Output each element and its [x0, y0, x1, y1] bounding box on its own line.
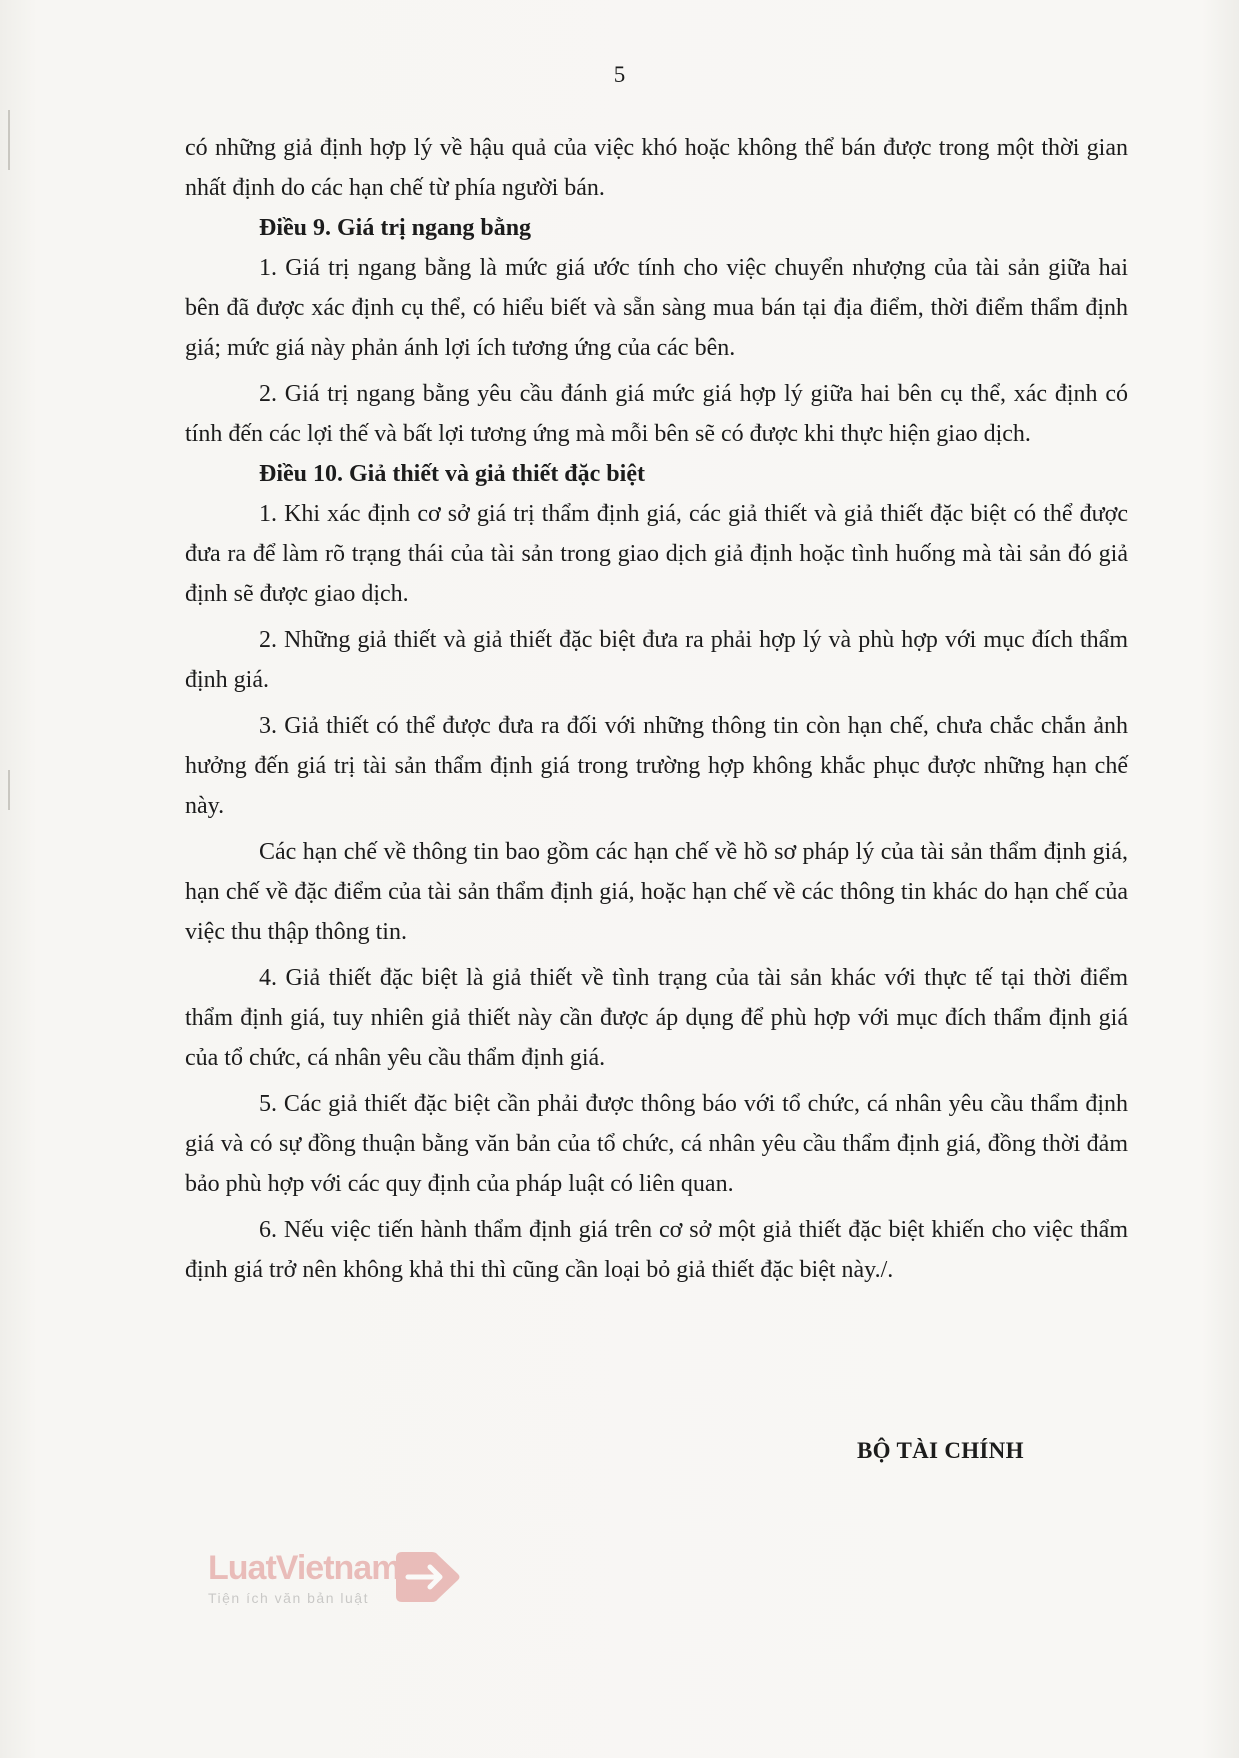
article-10-clause-2: 2. Những giả thiết và giả thiết đặc biệt đưa ra phải hợp lý và phù hợp với mục đích thẩm định giá.: [185, 627, 1128, 693]
article-10-clause-3: 3. Giả thiết có thể được đưa ra đối với những thông tin còn hạn chế, chưa chắc chắn ảnh hưởng đến giá trị tài sản thẩm định giá trong trường hợp không khắc phục được những hạn chế này.: [185, 713, 1128, 819]
page-number: 5: [613, 62, 626, 87]
article-10-clause-5: 5. Các giả thiết đặc biệt cần phải được thông báo với tổ chức, cá nhân yêu cầu thẩm định giá và có sự đồng thuận bằng văn bản của tổ chức, cá nhân yêu cầu thẩm định giá, đồng thời đảm bảo phù hợp với các quy định của pháp luật có liên quan.: [185, 1091, 1128, 1197]
article-9-heading: Điều 9. Giá trị ngang bằng: [259, 215, 532, 241]
article-9-clause-1: 1. Giá trị ngang bằng là mức giá ước tính cho việc chuyển nhượng của tài sản giữa hai bên đã được xác định cụ thể, có hiểu biết và sẵn sàng mua bán tại địa điểm, thời điểm thẩm định giá; mức giá này phản ánh lợi ích tương ứng của các bên.: [185, 255, 1128, 361]
article-10-clause-3-note: Các hạn chế về thông tin bao gồm các hạn chế về hồ sơ pháp lý của tài sản thẩm định giá, hạn chế về đặc điểm của tài sản thẩm định giá, hoặc hạn chế về các thông tin khác do hạn chế của việc thu thập thông tin.: [185, 839, 1128, 945]
watermark-tagline: Tiện ích văn bản luật: [208, 1590, 369, 1606]
scan-margin-mark: [8, 770, 10, 810]
document-body: [185, 128, 1128, 1290]
article-10-clause-1: 1. Khi xác định cơ sở giá trị thẩm định giá, các giả thiết và giả thiết đặc biệt có thể được đưa ra để làm rõ trạng thái của tài sản trong giao dịch giả định hoặc tình huống mà tài sản đó giả định sẽ được giao dịch.: [185, 501, 1128, 607]
article-10-clause-4: 4. Giả thiết đặc biệt là giả thiết về tình trạng của tài sản khác với thực tế tại thời điểm thẩm định giá, tuy nhiên giả thiết này cần được áp dụng để phù hợp với mục đích thẩm định giá của tổ chức, cá nhân yêu cầu thẩm định giá.: [185, 965, 1128, 1071]
arrow-right-icon: [392, 1548, 462, 1606]
watermark-logo: LuatVietnam: [208, 1549, 401, 1587]
article-10-clause-6: 6. Nếu việc tiến hành thẩm định giá trên cơ sở một giả thiết đặc biệt khiến cho việc thẩm định giá trở nên không khả thi thì cũng cần loại bỏ giả thiết đặc biệt này./.: [185, 1217, 1128, 1283]
scan-margin-mark: [8, 110, 10, 170]
paragraph-continuation: có những giả định hợp lý về hậu quả của việc khó hoặc không thể bán được trong một thời gian nhất định do các hạn chế từ phía người bán.: [185, 135, 1128, 201]
luatvietnam-watermark: [208, 1548, 468, 1618]
signature-block: BỘ TÀI CHÍNH: [857, 1438, 1024, 1463]
article-9-clause-2: 2. Giá trị ngang bằng yêu cầu đánh giá mức giá hợp lý giữa hai bên cụ thể, xác định có tính đến các lợi thế và bất lợi tương ứng mà mỗi bên sẽ có được khi thực hiện giao dịch.: [185, 381, 1128, 447]
article-10-heading: Điều 10. Giả thiết và giả thiết đặc biệt: [259, 461, 645, 487]
